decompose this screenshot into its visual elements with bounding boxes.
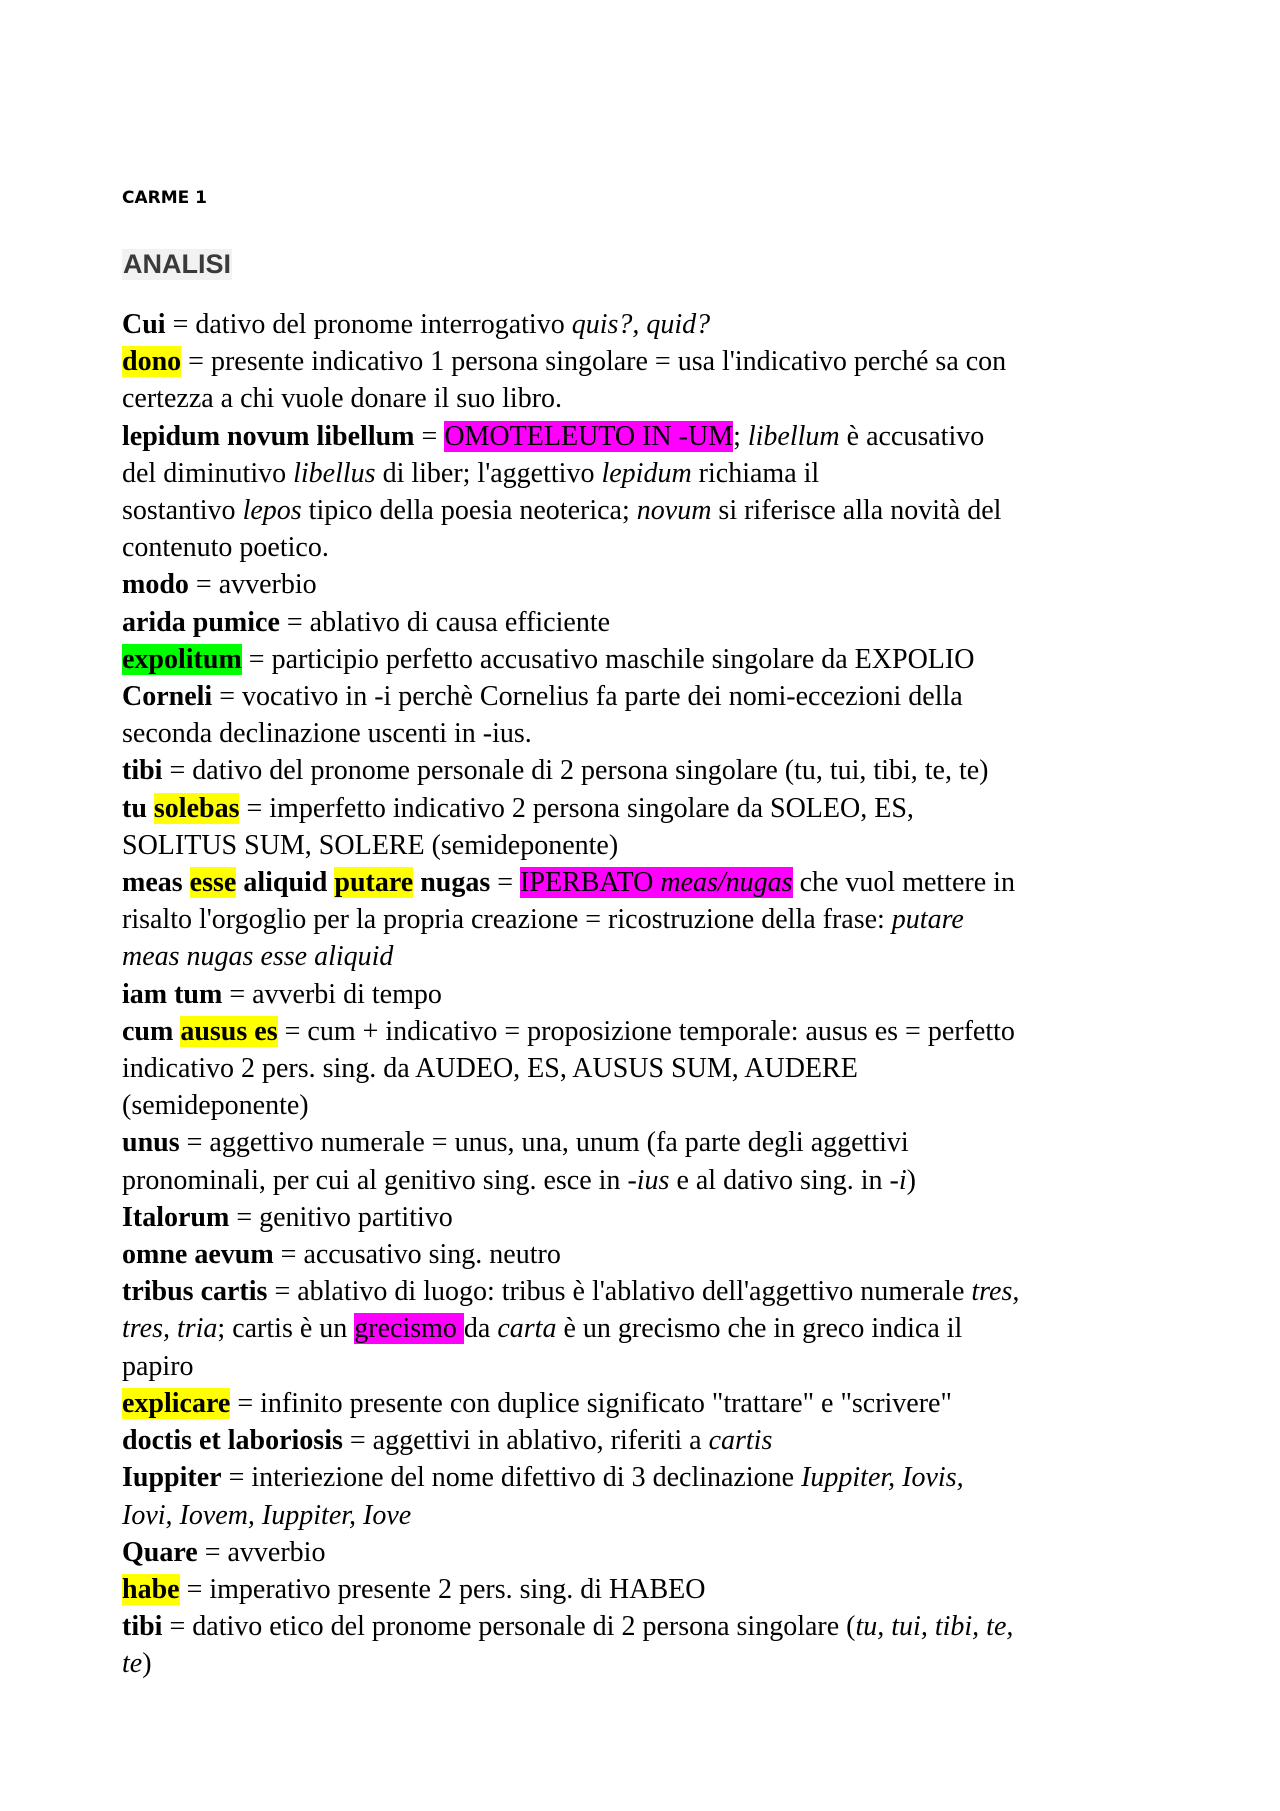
analysis-line bbox=[122, 678, 1172, 715]
highlight-yellow: putare bbox=[334, 867, 414, 899]
analysis-line bbox=[122, 976, 1172, 1013]
text-run: richiama il bbox=[691, 457, 820, 489]
section-heading: ANALISI bbox=[123, 249, 231, 279]
italic-text: te bbox=[122, 1648, 143, 1680]
term-label: meas bbox=[122, 867, 190, 899]
text-run: = dativo del pronome interrogativo bbox=[165, 309, 572, 340]
term-label: iam tum bbox=[122, 978, 223, 1010]
text-run: SOLITUS SUM, SOLERE (semideponente) bbox=[122, 829, 619, 861]
text-run: = ablativo di causa efficiente bbox=[279, 606, 611, 638]
text-run: = avverbio bbox=[197, 1536, 326, 1568]
term-label: tibi bbox=[122, 755, 163, 787]
text-run: sostantivo bbox=[122, 495, 243, 527]
text-run: = cum + indicativo = proposizione temporale: ausus es = perfetto bbox=[277, 1015, 1015, 1047]
highlight-yellow: habe bbox=[122, 1573, 180, 1605]
text-run: indicativo 2 pers. sing. da AUDEO, ES, AUSUS SUM, AUDERE bbox=[122, 1053, 858, 1085]
analysis-line bbox=[122, 1236, 1172, 1273]
italic-text: tres, bbox=[971, 1276, 1020, 1308]
italic-text: putare bbox=[891, 904, 964, 936]
analysis-line bbox=[122, 1050, 1172, 1087]
analysis-line bbox=[122, 529, 1172, 566]
term-label: Italorum bbox=[122, 1201, 230, 1233]
text-run: = aggettivi in ablativo, riferiti a bbox=[342, 1425, 709, 1457]
term-label: arida pumice bbox=[122, 606, 280, 638]
highlight-green: expolitum bbox=[122, 643, 242, 675]
italic-text: libellus bbox=[293, 457, 376, 489]
analysis-line bbox=[122, 1273, 1172, 1310]
italic-text: quis?, quid? bbox=[571, 309, 711, 340]
analysis-line bbox=[122, 1087, 1172, 1124]
text-run: ) bbox=[142, 1648, 152, 1680]
analysis-line bbox=[122, 1497, 1172, 1534]
analysis-line bbox=[122, 1199, 1172, 1236]
text-run: = ablativo di luogo: tribus è l'ablativo dell'aggettivo numerale bbox=[267, 1276, 972, 1308]
text-run: = avverbio bbox=[188, 569, 317, 601]
text-run: si riferisce alla novità del bbox=[711, 495, 1002, 527]
analysis-line bbox=[122, 1459, 1172, 1496]
text-run: = presente indicativo 1 persona singolare = usa l'indicativo perché sa con bbox=[181, 346, 1007, 378]
text-run: contenuto poetico. bbox=[122, 532, 329, 564]
analysis-line bbox=[122, 306, 1172, 343]
text-run: = imperfetto indicativo 2 persona singolare da SOLEO, ES, bbox=[239, 792, 914, 824]
analysis-line bbox=[122, 1310, 1172, 1347]
text-run: = interiezione del nome difettivo di 3 declinazione bbox=[221, 1462, 802, 1494]
text-run: che vuol mettere in bbox=[792, 867, 1015, 899]
highlight-magenta: grecismo bbox=[354, 1313, 464, 1345]
analysis-line bbox=[122, 641, 1172, 678]
analysis-line bbox=[122, 380, 1172, 417]
highlight-yellow: solebas bbox=[153, 792, 240, 824]
text-run: è un grecismo che in greco indica il bbox=[556, 1313, 963, 1345]
analysis-line bbox=[122, 1124, 1172, 1161]
term-label: tu bbox=[122, 792, 154, 824]
term-label: aliquid bbox=[236, 867, 335, 899]
text-run: = dativo etico del pronome personale di 2 persona singolare ( bbox=[162, 1611, 856, 1643]
italic-text: -i bbox=[889, 1164, 907, 1196]
italic-text: novum bbox=[636, 495, 712, 527]
term-label: Cui bbox=[122, 309, 166, 340]
analysis-line bbox=[122, 938, 1172, 975]
text-run: di liber; l'aggettivo bbox=[375, 457, 602, 489]
analysis-line bbox=[122, 827, 1172, 864]
highlight-yellow: esse bbox=[189, 867, 237, 899]
analysis-line bbox=[122, 864, 1172, 901]
text-run: = participio perfetto accusativo maschile singolare da EXPOLIO bbox=[241, 643, 975, 675]
analysis-line bbox=[122, 1534, 1172, 1571]
term-label: Quare bbox=[122, 1536, 198, 1568]
analysis-line bbox=[122, 1645, 1172, 1682]
text-run: = aggettivo numerale = unus, una, unum (fa parte degli aggettivi bbox=[179, 1127, 909, 1159]
analysis-line bbox=[122, 1013, 1172, 1050]
analysis-line bbox=[122, 901, 1172, 938]
highlight-magenta: OMOTELEUTO IN -UM bbox=[444, 420, 734, 452]
text-run: certezza a chi vuole donare il suo libro. bbox=[122, 383, 563, 415]
highlight-magenta: IPERBATO bbox=[520, 867, 661, 899]
term-label: omne aevum bbox=[122, 1239, 274, 1271]
text-run: pronominali, per cui al genitivo sing. esce in bbox=[122, 1164, 628, 1196]
analysis-line bbox=[122, 604, 1172, 641]
text-run: = genitivo partitivo bbox=[229, 1201, 453, 1233]
analysis-line bbox=[122, 790, 1172, 827]
italic-text: Iuppiter, Iovis, bbox=[801, 1462, 964, 1494]
analysis-line bbox=[122, 343, 1172, 380]
text-run: ; cartis è un bbox=[217, 1313, 355, 1345]
term-label: modo bbox=[122, 569, 189, 601]
analysis-line bbox=[122, 715, 1172, 752]
analysis-line bbox=[122, 1348, 1172, 1385]
text-run: = imperativo presente 2 pers. sing. di HABEO bbox=[179, 1573, 706, 1605]
italic-text: lepos bbox=[242, 495, 302, 527]
analysis-line bbox=[122, 1608, 1172, 1645]
italic-text: tu, tui, tibi, te, bbox=[855, 1611, 1014, 1643]
highlight-yellow: dono bbox=[122, 346, 182, 378]
text-run: è accusativo bbox=[839, 420, 985, 452]
text-run: tipico della poesia neoterica; bbox=[301, 495, 637, 527]
italic-text: tres, tria bbox=[122, 1313, 218, 1345]
text-run: = bbox=[490, 867, 521, 899]
term-label: Iuppiter bbox=[122, 1462, 222, 1494]
highlight-yellow: ausus es bbox=[180, 1015, 278, 1047]
italic-text: lepidum bbox=[601, 457, 692, 489]
term-label: unus bbox=[122, 1127, 180, 1159]
italic-text: Iovi, Iovem, Iuppiter, Iove bbox=[122, 1499, 412, 1531]
term-label: nugas bbox=[413, 867, 491, 899]
text-run: = avverbi di tempo bbox=[222, 978, 442, 1010]
term-label: cum bbox=[122, 1015, 181, 1047]
highlight-magenta: meas/nugas bbox=[660, 867, 793, 899]
text-run: = bbox=[414, 420, 445, 452]
analysis-line bbox=[122, 418, 1172, 455]
text-run: = accusativo sing. neutro bbox=[273, 1239, 561, 1271]
text-run: ) bbox=[906, 1164, 916, 1196]
term-label: tibi bbox=[122, 1611, 163, 1643]
text-run: seconda declinazione uscenti in -ius. bbox=[122, 718, 532, 750]
text-run: = infinito presente con duplice significato "trattare" e "scrivere" bbox=[230, 1387, 952, 1419]
analysis-line bbox=[122, 752, 1172, 789]
italic-text: carta bbox=[497, 1313, 557, 1345]
text-run: ; bbox=[733, 420, 748, 452]
analysis-line bbox=[122, 566, 1172, 603]
term-label: lepidum novum libellum bbox=[122, 420, 415, 452]
italic-text: libellum bbox=[747, 420, 840, 452]
term-label: tribus cartis bbox=[122, 1276, 268, 1308]
term-label: Corneli bbox=[122, 681, 213, 713]
italic-text: cartis bbox=[708, 1425, 773, 1457]
analysis-line bbox=[122, 1422, 1172, 1459]
text-run: (semideponente) bbox=[122, 1090, 309, 1122]
text-run: da bbox=[463, 1313, 498, 1345]
analysis-line bbox=[122, 492, 1172, 529]
text-run: papiro bbox=[122, 1350, 194, 1382]
analysis-line bbox=[122, 1571, 1172, 1608]
text-run: = vocativo in -i perchè Cornelius fa parte dei nomi-eccezioni della bbox=[212, 681, 963, 713]
text-run: e al dativo sing. in bbox=[669, 1164, 890, 1196]
text-run: del diminutivo bbox=[122, 457, 294, 489]
text-run: risalto l'orgoglio per la propria creazione = ricostruzione della frase: bbox=[122, 904, 892, 936]
italic-text: meas nugas esse aliquid bbox=[122, 941, 394, 973]
highlight-yellow: explicare bbox=[122, 1387, 231, 1419]
document-title: CARME 1 bbox=[122, 188, 207, 208]
text-run: = dativo del pronome personale di 2 persona singolare (tu, tui, tibi, te, te) bbox=[162, 755, 989, 787]
analysis-line bbox=[122, 1162, 1172, 1199]
italic-text: -ius bbox=[627, 1164, 670, 1196]
analysis-line bbox=[122, 455, 1172, 492]
analysis-line bbox=[122, 1385, 1172, 1422]
analysis-text bbox=[122, 306, 1172, 1683]
document-page bbox=[122, 188, 1172, 1683]
term-label: doctis et laboriosis bbox=[122, 1425, 343, 1457]
